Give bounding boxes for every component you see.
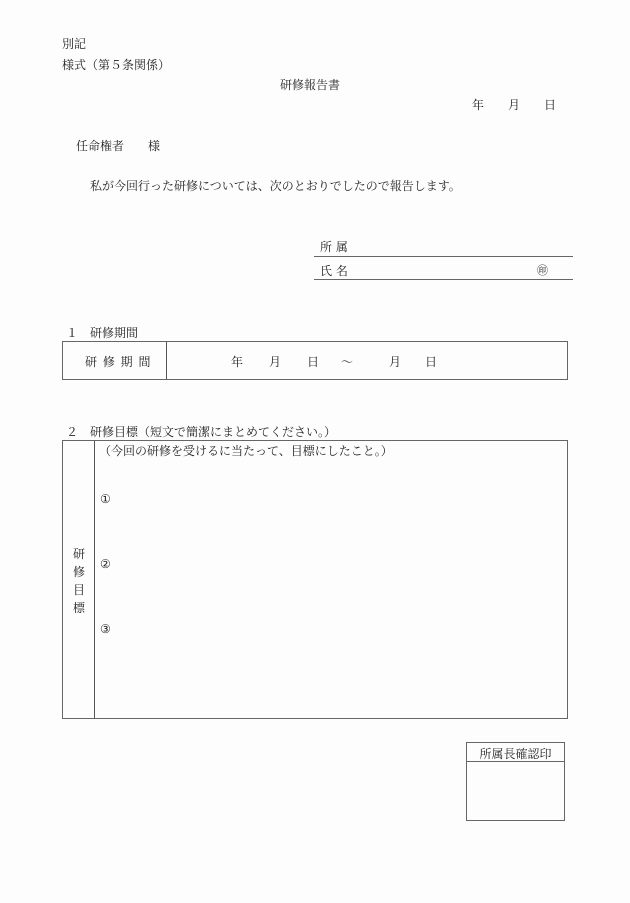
affiliation-line[interactable] bbox=[314, 256, 573, 257]
objectives-table bbox=[62, 440, 568, 719]
period-table bbox=[62, 341, 568, 380]
name-label: 氏 名 bbox=[320, 264, 348, 278]
date-year: 年 bbox=[472, 98, 485, 112]
section1-heading: １ 研修期間 bbox=[66, 326, 139, 340]
side-char: 修 bbox=[73, 565, 86, 579]
side-char: 標 bbox=[73, 601, 86, 615]
supervisor-stamp-box[interactable] bbox=[466, 742, 565, 821]
objectives-instruction: （今回の研修を受けるに当たって、目標にしたこと。） bbox=[99, 444, 393, 458]
period-year: 年 bbox=[231, 355, 244, 369]
objective-item-3[interactable]: ③ bbox=[100, 622, 111, 636]
period-tilde: ～ bbox=[341, 355, 354, 369]
stamp-label: 所属長確認印 bbox=[479, 747, 552, 761]
date-day: 日 bbox=[544, 98, 557, 112]
period-divider bbox=[166, 342, 167, 379]
side-char: 研 bbox=[73, 547, 86, 561]
intro-text: 私が今回行った研修については、次のとおりでしたので報告します。 bbox=[90, 179, 461, 193]
side-char: 目 bbox=[73, 583, 86, 597]
addressee-name: 任命権者 bbox=[76, 139, 125, 153]
name-line[interactable] bbox=[314, 279, 573, 280]
form-label: 様式（第５条関係） bbox=[62, 58, 171, 72]
period-day-start: 日 bbox=[307, 355, 320, 369]
period-day-end: 日 bbox=[425, 355, 438, 369]
annex-label: 別記 bbox=[62, 37, 87, 51]
objectives-divider bbox=[94, 441, 95, 718]
period-month-start: 月 bbox=[269, 355, 282, 369]
document-title: 研修報告書 bbox=[280, 78, 341, 92]
objective-item-2[interactable]: ② bbox=[100, 557, 111, 571]
date-month: 月 bbox=[508, 98, 521, 112]
period-row-label: 研 修 期 間 bbox=[85, 355, 152, 369]
section2-heading: ２ 研修目標（短文で簡潔にまとめてください。） bbox=[66, 425, 337, 439]
stamp-divider bbox=[467, 761, 564, 762]
addressee-honorific: 様 bbox=[148, 139, 161, 153]
objective-item-1[interactable]: ① bbox=[100, 492, 111, 506]
affiliation-label: 所 属 bbox=[320, 240, 348, 254]
seal-mark: ㊞ bbox=[537, 264, 548, 277]
period-month-end: 月 bbox=[389, 355, 402, 369]
objectives-side-label bbox=[73, 545, 87, 617]
